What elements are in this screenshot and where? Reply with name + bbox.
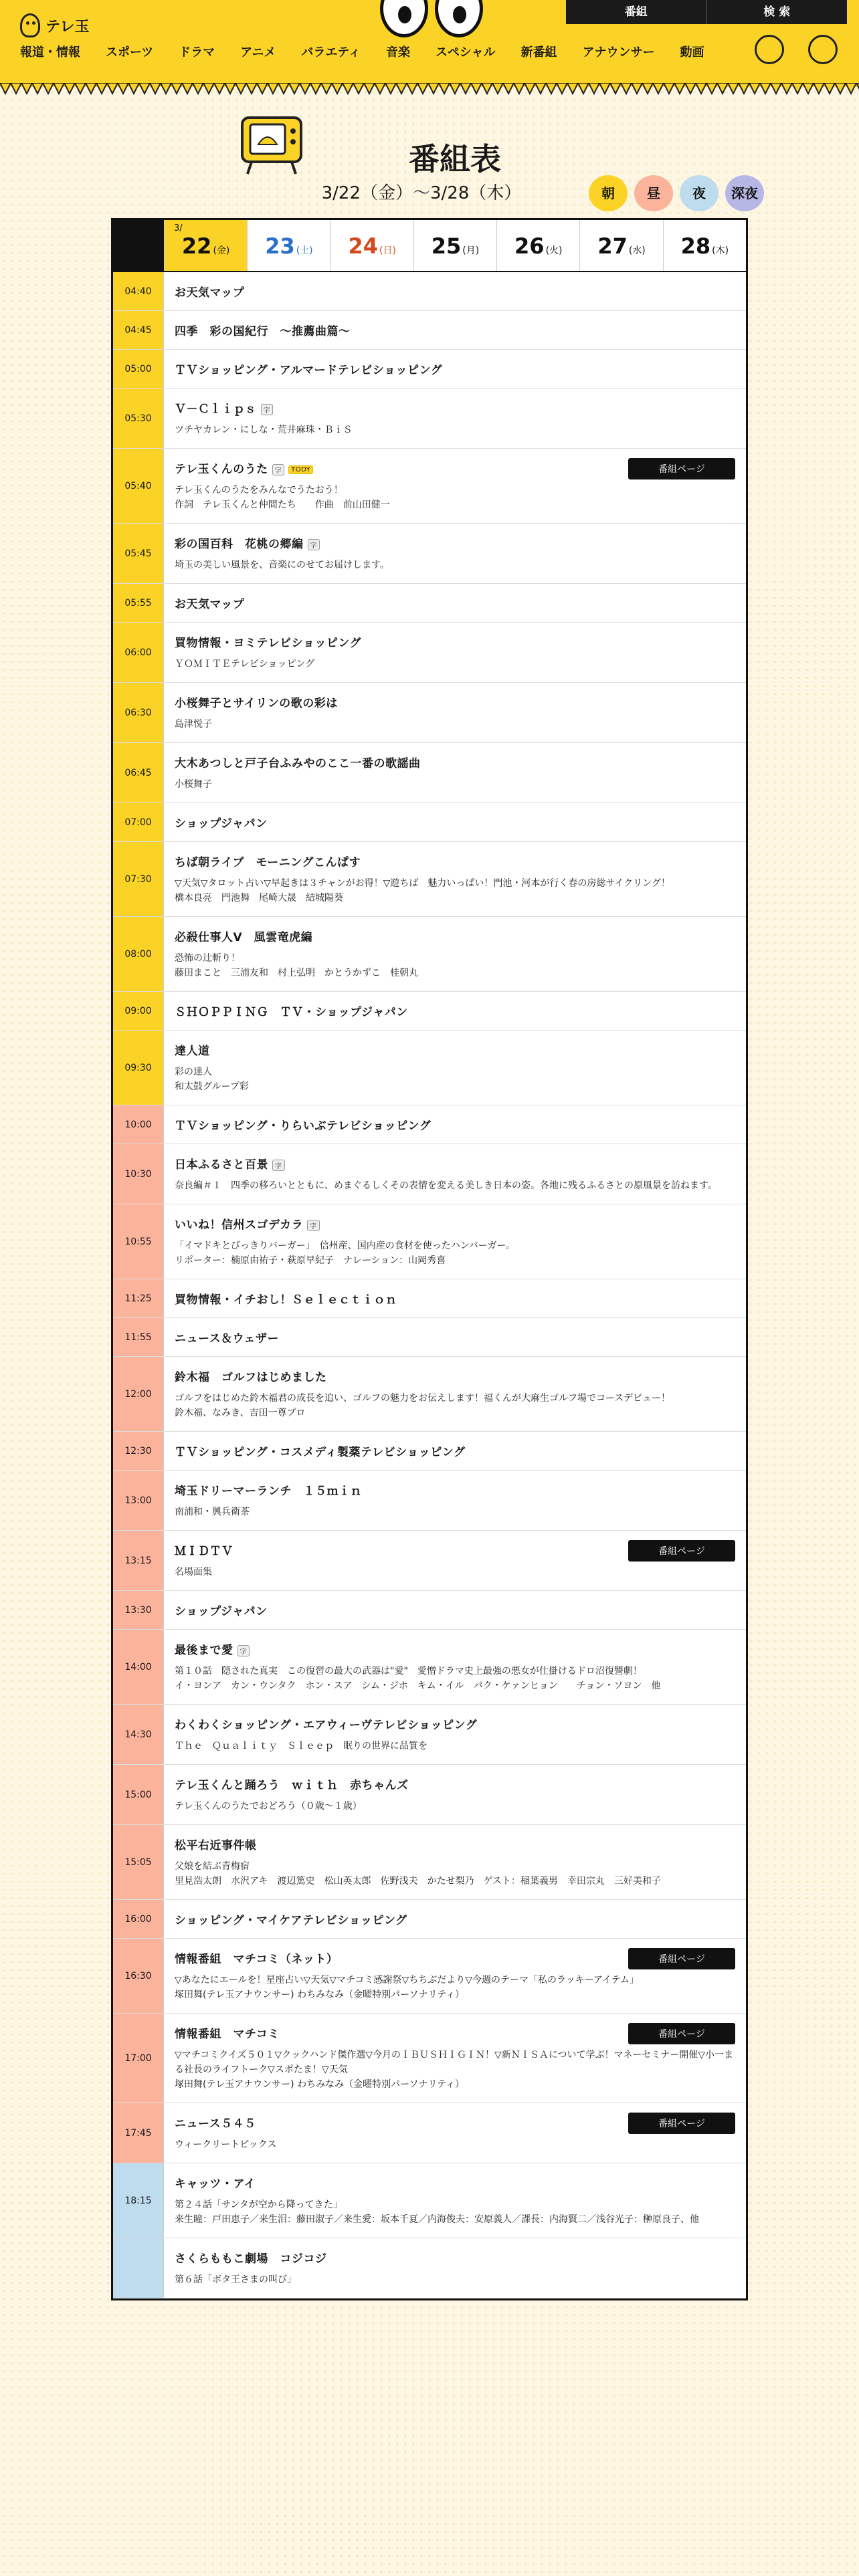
- program-title-line: [175, 1640, 735, 1657]
- description-line: 第１０話 隠された真実 この復習の最大の武器は"愛" 愛憎ドラマ史上最強の悪女が仕掛けるドロ沼復讐劇！: [175, 1666, 642, 1677]
- program-time: 05:30: [113, 389, 164, 448]
- program-row[interactable]: [113, 1105, 746, 1144]
- subtitle-badge: 字: [308, 539, 320, 550]
- program-row[interactable]: [113, 1318, 746, 1357]
- program-time: 05:40: [113, 449, 164, 523]
- program-title[interactable]: キャッツ・アイ: [175, 2177, 256, 2191]
- program-cell: [164, 1432, 746, 1470]
- description-line: 南浦和・興兵衛茶: [175, 1507, 250, 1517]
- program-time: 17:00: [113, 2014, 164, 2103]
- program-description: [175, 1973, 735, 2002]
- time-button[interactable]: 朝: [589, 175, 628, 211]
- program-cell: [164, 1591, 746, 1629]
- program-description: [175, 423, 735, 437]
- program-title[interactable]: 四季 彩の国紀行 ～推薦曲篇～: [175, 325, 351, 338]
- day-number: 28: [680, 233, 711, 259]
- program-time: 07:00: [113, 803, 164, 841]
- left-eye-icon: [380, 0, 428, 37]
- date-range: 3/22（金）〜3/28（木）: [321, 183, 522, 203]
- program-row[interactable]: [113, 2014, 746, 2103]
- program-time: 17:45: [113, 2103, 164, 2163]
- program-time: 16:30: [113, 1939, 164, 2013]
- program-time: 16:00: [113, 1900, 164, 1938]
- program-time: 12:30: [113, 1432, 164, 1470]
- program-title[interactable]: 達人道: [175, 1045, 210, 1058]
- program-time: 06:00: [113, 623, 164, 682]
- program-time: 09:30: [113, 1031, 164, 1105]
- program-button[interactable]: 番組: [566, 0, 707, 24]
- nav-item[interactable]: ドラマ: [179, 45, 215, 60]
- description-line: 島津悦子: [175, 719, 212, 730]
- day-tab[interactable]: [413, 220, 496, 271]
- program-cell: [164, 1204, 746, 1279]
- program-title[interactable]: わくわくショッピング・エアウィーヴテレビショッピング: [175, 1719, 478, 1732]
- program-row[interactable]: [113, 917, 746, 992]
- program-description: [175, 2137, 735, 2152]
- program-cell: [164, 1144, 746, 1204]
- description-line: 和太鼓グループ彩: [175, 1081, 249, 1092]
- program-row[interactable]: [113, 2238, 746, 2298]
- program-title[interactable]: お天気マップ: [175, 598, 245, 611]
- program-title[interactable]: 情報番組 マチコミ（ネット）: [175, 1953, 339, 1966]
- program-title-line: [175, 534, 735, 551]
- program-description: [175, 777, 735, 792]
- program-title-line: [175, 1002, 735, 1019]
- notice-icon[interactable]: [808, 35, 838, 64]
- day-of-week: (水): [628, 245, 646, 256]
- program-row[interactable]: [113, 1432, 746, 1471]
- subtitle-badge: 字: [272, 464, 285, 475]
- program-description: [175, 558, 735, 572]
- program-description: [175, 1178, 735, 1193]
- program-title[interactable]: 大木あつしと戸子台ふみやのここ一番の歌謡曲: [175, 757, 421, 770]
- program-time: 08:00: [113, 917, 164, 991]
- program-cell: [164, 1471, 746, 1530]
- program-title-line: [175, 360, 735, 377]
- day-tab[interactable]: [663, 220, 746, 271]
- program-description: [175, 1391, 735, 1420]
- program-title-line: [175, 399, 735, 416]
- program-time: 13:30: [113, 1591, 164, 1629]
- tv-mascot-icon: [238, 111, 305, 177]
- program-row[interactable]: [113, 2163, 746, 2238]
- day-tab[interactable]: [164, 220, 247, 271]
- program-time: 18:15: [113, 2163, 164, 2238]
- program-row[interactable]: [113, 524, 746, 584]
- program-title[interactable]: 必殺仕事人Ⅴ 風雲竜虎編: [175, 931, 313, 944]
- program-row[interactable]: [113, 842, 746, 917]
- day-number: 24: [348, 233, 378, 259]
- program-title-line: [175, 693, 735, 710]
- day-tab[interactable]: [330, 220, 413, 271]
- program-title[interactable]: ＴＶショッピング・りらいぶテレビショッピング: [175, 1119, 432, 1133]
- description-line: 「イマドキとびっきりバーガー」 信州産、国内産の食材を使ったハンバーガー。: [175, 1241, 515, 1251]
- subtitle-badge: 字: [261, 404, 274, 415]
- subtitle-badge: 字: [307, 1220, 320, 1231]
- description-line: ウィークリートピックス: [175, 2139, 277, 2150]
- day-tab[interactable]: [496, 220, 579, 271]
- nav-item[interactable]: 報道・情報: [20, 45, 80, 60]
- program-row[interactable]: [113, 1765, 746, 1825]
- program-cell: [164, 1531, 746, 1590]
- program-title[interactable]: Ｖ－Ｃｌｉｐｓ: [175, 403, 257, 416]
- day-of-week: (日): [379, 245, 396, 256]
- program-row[interactable]: [113, 803, 746, 842]
- program-title-line: [175, 1836, 735, 1852]
- program-title[interactable]: ショップジャパン: [175, 817, 268, 831]
- description-line: 里見浩太朗 水沢アキ 渡辺篤史 松山英太郎 佐野浅夫 かたせ梨乃 ゲスト：稲葉義男 幸田宗丸 三好美和子: [175, 1876, 661, 1887]
- program-row[interactable]: [113, 311, 746, 350]
- program-description: [175, 876, 735, 905]
- program-time: 07:30: [113, 842, 164, 916]
- program-cell: [164, 1031, 746, 1105]
- program-cell: [164, 584, 746, 622]
- program-title[interactable]: 埼玉ドリーマーランチ １５ｍｉｎ: [175, 1485, 362, 1498]
- program-title-line: [175, 2249, 735, 2266]
- program-title[interactable]: 日本ふるさと百景: [175, 1158, 268, 1172]
- program-title[interactable]: テレ玉くんのうた: [175, 463, 268, 476]
- program-page-button[interactable]: 番組ページ: [628, 1948, 735, 1969]
- program-title[interactable]: ショップジャパン: [175, 1605, 268, 1618]
- program-title[interactable]: ちば朝ライブ モーニングこんぱす: [175, 856, 361, 869]
- program-title-line: [175, 928, 735, 944]
- program-cell: [164, 2014, 746, 2103]
- program-cell: [164, 350, 746, 388]
- program-row[interactable]: [113, 389, 746, 449]
- program-cell: [164, 683, 746, 742]
- description-line: 名場面集: [175, 1567, 212, 1578]
- program-title[interactable]: 松平右近事件帳: [175, 1839, 257, 1852]
- program-cell: [164, 1357, 746, 1431]
- main-nav: [20, 43, 730, 60]
- day-of-week: (月): [462, 245, 480, 256]
- program-row[interactable]: [113, 272, 746, 311]
- program-description: [175, 951, 735, 980]
- time-button[interactable]: 深夜: [725, 175, 764, 211]
- program-cell: [164, 2163, 746, 2238]
- program-cell: [164, 743, 746, 802]
- program-cell: [164, 2103, 746, 2163]
- description-line: ▽マチコミクイズ５０１▽クックハンド傑作選▽今月のＩＢＵＳＨＩＧＩＮ！▽新ＮＩＳＡについて学ぶ！マネーセミナー開催▽小一まる社長のライフトーク▽スポたま！▽天気: [175, 2050, 734, 2075]
- program-time: 09:00: [113, 992, 164, 1030]
- day-of-week: (土): [296, 245, 313, 256]
- schedule-table: [111, 218, 748, 2300]
- program-title[interactable]: ＴＶショッピング・アルマードテレビショッピング: [175, 364, 443, 377]
- program-title[interactable]: お天気マップ: [175, 286, 245, 300]
- day-number: 22: [181, 233, 212, 259]
- program-cell: [164, 449, 746, 523]
- program-row[interactable]: [113, 1630, 746, 1705]
- program-cell: [164, 917, 746, 991]
- program-time: 13:00: [113, 1471, 164, 1530]
- program-title[interactable]: テレ玉くんと踊ろう ｗｉｔｈ 赤ちゃんズ: [175, 1779, 409, 1792]
- program-row[interactable]: [113, 449, 746, 524]
- program-title[interactable]: ショッピング・マイケアテレビショッピング: [175, 1914, 407, 1927]
- description-line: 作詞 テレ玉くんと仲間たち 作曲 前山田健一: [175, 500, 390, 510]
- program-title-line: [175, 633, 735, 650]
- description-line: ▽天気▽タロット占い▽早起きは３チャンがお得！▽遊ちば 魅力いっぱい！門池・河本が行く春の房総サイクリング！: [175, 878, 670, 889]
- program-cell: [164, 803, 746, 841]
- program-title[interactable]: 小桜舞子とサイリンの歌の彩は: [175, 697, 338, 710]
- program-description: [175, 717, 735, 732]
- program-title-line: [175, 1715, 735, 1732]
- program-row[interactable]: [113, 1357, 746, 1432]
- day-of-week: (木): [712, 245, 729, 256]
- program-description: [175, 657, 735, 671]
- teletama-kun-icon[interactable]: [755, 35, 784, 64]
- description-line: テレ玉くんのうたでおどろう（０歳〜１歳）: [175, 1801, 362, 1812]
- description-line: ゴルフをはじめた鈴木福君の成長を追い、ゴルフの魅力をお伝えします！福くんが大麻生ゴルフ場でコースデビュー！: [175, 1393, 671, 1404]
- program-row[interactable]: [113, 1144, 746, 1204]
- program-row[interactable]: [113, 743, 746, 803]
- program-description: [175, 1239, 735, 1268]
- program-row[interactable]: [113, 683, 746, 743]
- time-button[interactable]: 昼: [634, 175, 673, 211]
- program-time: 14:00: [113, 1630, 164, 1704]
- day-tabs: [113, 220, 746, 272]
- program-row[interactable]: [113, 584, 746, 623]
- program-row[interactable]: [113, 1204, 746, 1279]
- description-line: 奈良編＃１ 四季の移ろいとともに、めまぐるしくその表情を変える美しき日本の姿。各地に残るふるさとの原風景を訪ねます。: [175, 1180, 717, 1191]
- program-title[interactable]: ニュース＆ウェザー: [175, 1332, 279, 1346]
- program-row[interactable]: [113, 1705, 746, 1765]
- program-cell: [164, 2238, 746, 2298]
- nav-item[interactable]: アニメ: [240, 45, 276, 60]
- program-cell: [164, 272, 746, 310]
- description-line: 鈴木福、なみき、吉田一尊プロ: [175, 1408, 306, 1418]
- program-cell: [164, 1318, 746, 1356]
- program-cell: [164, 1939, 746, 2013]
- program-title[interactable]: いいね！信州スゴデカラ: [175, 1218, 304, 1232]
- program-row[interactable]: [113, 1591, 746, 1630]
- description-line: 父娘を結ぶ青梅宿: [175, 1861, 250, 1872]
- program-row[interactable]: [113, 350, 746, 389]
- program-cell: [164, 842, 746, 916]
- program-cell: [164, 311, 746, 349]
- program-time: 11:25: [113, 1279, 164, 1317]
- site-logo[interactable]: [20, 13, 90, 37]
- program-row[interactable]: [113, 1031, 746, 1105]
- description-line: ＹＯＭＩＴＥテレビショッピング: [175, 659, 315, 669]
- program-title-line: [175, 1911, 735, 1927]
- program-time: 15:05: [113, 1825, 164, 1899]
- program-title[interactable]: 情報番組 マチコミ: [175, 2028, 280, 2041]
- program-title-line: [175, 1368, 735, 1384]
- program-cell: [164, 524, 746, 583]
- program-time: [113, 2238, 164, 2298]
- program-time: 12:00: [113, 1357, 164, 1431]
- day-month: 3/: [174, 223, 183, 233]
- program-title[interactable]: 鈴木福 ゴルフはじめました: [175, 1371, 327, 1384]
- program-row[interactable]: [113, 2103, 746, 2163]
- program-cell: [164, 389, 746, 448]
- program-cell: [164, 992, 746, 1030]
- program-time: 11:55: [113, 1318, 164, 1356]
- program-title-line: [175, 1481, 735, 1498]
- nav-item[interactable]: スペシャル: [435, 45, 496, 60]
- program-title[interactable]: 最後まで愛: [175, 1644, 233, 1657]
- program-description: [175, 483, 735, 512]
- search-button[interactable]: 検 索: [763, 5, 791, 19]
- description-line: 恐怖の辻斬り！: [175, 953, 240, 964]
- time-button[interactable]: 夜: [680, 175, 719, 211]
- program-time: 14:30: [113, 1705, 164, 1764]
- program-time: 13:15: [113, 1531, 164, 1590]
- nav-item[interactable]: アナウンサー: [582, 45, 655, 60]
- nav-icons: [755, 35, 838, 64]
- description-line: 小桜舞子: [175, 779, 212, 790]
- description-line: 来生瞳：戸田恵子／来生泪：藤田淑子／来生愛：坂本千夏／内海俊夫：安原義人／課長：内海賢二／浅谷光子：榊原良子、他: [175, 2214, 699, 2225]
- program-title-line: [175, 853, 735, 869]
- program-row[interactable]: [113, 1279, 746, 1318]
- program-title[interactable]: さくらももこ劇場 コジコジ: [175, 2252, 327, 2266]
- program-cell: [164, 1825, 746, 1899]
- program-row[interactable]: [113, 1939, 746, 2014]
- program-title-line: [175, 1776, 735, 1792]
- top-buttons: [566, 0, 847, 24]
- description-line: 彩の達人: [175, 1067, 212, 1077]
- day-of-week: (金): [213, 245, 230, 256]
- day-number: 26: [514, 233, 545, 259]
- program-row[interactable]: [113, 1900, 746, 1939]
- program-title[interactable]: ニュース５４５: [175, 2117, 256, 2131]
- program-time: 10:55: [113, 1204, 164, 1279]
- header-zigzag-edge: [0, 83, 859, 98]
- program-time: 04:45: [113, 311, 164, 349]
- program-title-line: [175, 1215, 735, 1232]
- day-tab[interactable]: [579, 220, 662, 271]
- program-title-line: [175, 1155, 735, 1172]
- program-row[interactable]: [113, 992, 746, 1031]
- program-title[interactable]: 買物情報・イチおし！Ｓｅｌｅｃｔｉｏｎ: [175, 1293, 397, 1307]
- program-row[interactable]: [113, 1531, 746, 1591]
- program-description: [175, 1739, 735, 1753]
- description-line: リポーター：楠原由祐子・萩原早紀子 ナレーション：山岡秀喜: [175, 1255, 446, 1266]
- program-cell: [164, 1105, 746, 1144]
- description-line: 埼玉の美しい風景を、音楽にのせてお届けします。: [175, 560, 389, 570]
- program-description: [175, 1065, 735, 1094]
- day-number: 27: [597, 233, 628, 259]
- program-cell: [164, 1279, 746, 1317]
- nav-item[interactable]: 新番組: [520, 45, 557, 60]
- description-line: ▽あなたにエールを！星座占い▽天気▽マチコミ感謝祭▽ちちぶだより▽今週のテーマ「私のラッキーアイテム」: [175, 1975, 640, 1985]
- program-title-line: [175, 1329, 735, 1346]
- nav-item[interactable]: 動画: [680, 45, 704, 60]
- program-title-line: [175, 754, 735, 770]
- program-description: [175, 1505, 735, 1519]
- nav-item[interactable]: バラエティ: [301, 45, 361, 60]
- program-time: 06:30: [113, 683, 164, 742]
- description-line: イ・ヨンア カン・ウンタク ホン・スア シム・ジホ キム・イル パク・ケァンヒョン チョン・ソヨン 他: [175, 1681, 661, 1691]
- program-title-line: [175, 283, 735, 300]
- description-line: 塚田舞(テレ玉アナウンサー) わちみなみ（金曜特別パーソナリティ）: [175, 1990, 465, 2000]
- description-line: Ｔｈｅ Ｑｕａｌｉｔｙ Ｓｌｅｅｐ 眠りの世界に品質を: [175, 1741, 427, 1751]
- day-number: 25: [431, 233, 462, 259]
- nav-item[interactable]: スポーツ: [106, 45, 154, 60]
- description-line: 第６話「ボタ王さまの叫び」: [175, 2274, 296, 2285]
- program-page-button[interactable]: 番組ページ: [628, 1540, 735, 1562]
- program-time: 04:40: [113, 272, 164, 310]
- day-of-week: (火): [545, 245, 563, 256]
- program-description: [175, 1664, 735, 1693]
- program-title-line: [175, 1290, 735, 1307]
- mascot-eyes: [380, 0, 483, 37]
- program-title-line: [175, 1041, 735, 1058]
- program-cell: [164, 1900, 746, 1938]
- program-title-line: [175, 1442, 735, 1459]
- description-line: 橋本良亮 門池舞 尾崎大晟 結城陽葵: [175, 893, 343, 903]
- program-page-button[interactable]: 番組ページ: [628, 458, 735, 479]
- day-tabs-corner: [113, 220, 164, 271]
- program-row[interactable]: [113, 623, 746, 683]
- program-cell: [164, 1765, 746, 1824]
- right-eye-icon: [435, 0, 483, 37]
- program-title-line: [175, 1602, 735, 1618]
- program-title[interactable]: 買物情報・ヨミテレビショッピング: [175, 637, 361, 650]
- program-description: [175, 1859, 735, 1889]
- program-time: 05:00: [113, 350, 164, 388]
- subtitle-badge: 字: [272, 1160, 285, 1171]
- nav-item[interactable]: 音楽: [385, 45, 410, 60]
- description-line: ツチヤカレン・にしな・荒井麻珠・ＢｉＳ: [175, 425, 353, 435]
- program-time: 05:45: [113, 524, 164, 583]
- program-title-line: [175, 595, 735, 611]
- program-time: 10:30: [113, 1144, 164, 1204]
- program-page-button[interactable]: 番組ページ: [628, 2023, 735, 2044]
- extra-badge: TODY: [288, 465, 313, 474]
- description-line: テレ玉くんのうたをみんなでうたおう！: [175, 485, 343, 496]
- program-title-line: [175, 1116, 735, 1133]
- description-line: 塚田舞(テレ玉アナウンサー) わちみなみ（金曜特別パーソナリティ）: [175, 2079, 465, 2090]
- program-time: 15:00: [113, 1765, 164, 1824]
- program-description: [175, 2048, 735, 2092]
- program-title[interactable]: ＳＨＯＰＰＩＮＧ ＴＶ・ショップジャパン: [175, 1006, 408, 1019]
- program-cell: [164, 1630, 746, 1704]
- day-number: 23: [265, 233, 295, 259]
- program-description: [175, 2197, 735, 2227]
- program-cell: [164, 1705, 746, 1764]
- program-title[interactable]: ＴＶショッピング・コスメディ製薬テレビショッピング: [175, 1446, 466, 1459]
- program-title-line: [175, 322, 735, 338]
- program-title-line: [175, 814, 735, 831]
- program-cell: [164, 623, 746, 682]
- program-time: 05:55: [113, 584, 164, 622]
- subtitle-badge: 字: [237, 1645, 250, 1656]
- program-list: [113, 272, 746, 2298]
- page-title: 番組表: [409, 141, 501, 177]
- program-title-line: [175, 2174, 735, 2191]
- program-page-button[interactable]: 番組ページ: [628, 2113, 735, 2134]
- program-title[interactable]: 彩の国百科 花桃の郷編: [175, 538, 304, 551]
- logo-text: テレ玉: [45, 18, 90, 35]
- teletama-logo-icon: [20, 13, 40, 37]
- program-title[interactable]: ＭＩＤＴＶ: [175, 1545, 233, 1558]
- day-tab[interactable]: [247, 220, 330, 271]
- program-row[interactable]: [113, 1471, 746, 1531]
- time-of-day-buttons: [589, 175, 764, 211]
- description-line: 藤田まこと 三浦友和 村上弘明 かとうかずこ 桂朝丸: [175, 968, 418, 978]
- program-time: 10:00: [113, 1105, 164, 1144]
- program-time: 06:45: [113, 743, 164, 802]
- program-description: [175, 2272, 735, 2287]
- program-row[interactable]: [113, 1825, 746, 1900]
- description-line: 第２４話「サンタが空から降ってきた」: [175, 2199, 343, 2210]
- program-description: [175, 1799, 735, 1814]
- program-description: [175, 1565, 735, 1580]
